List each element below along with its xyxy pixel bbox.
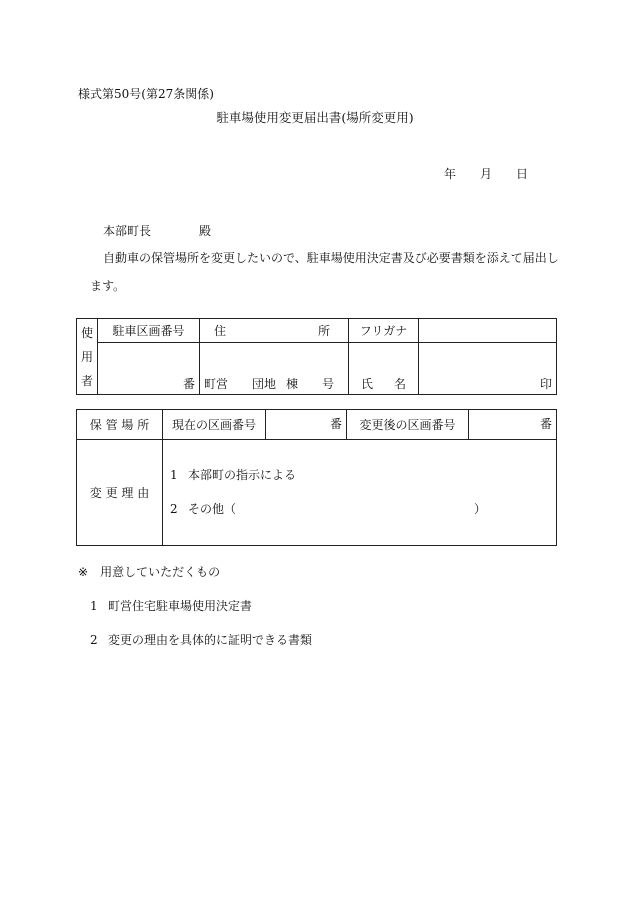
section-number-suffix: 番 <box>182 377 195 391</box>
section-number-header: 駐車区画番号 <box>98 319 200 343</box>
form-number: 様式第50号(第27条関係) <box>78 87 214 101</box>
addressee <box>103 222 211 239</box>
address-header-right: 所 <box>317 324 330 338</box>
body-text-line-1: 自動車の保管場所を変更したいので、駐車場使用決定書及び必要書類を添えて届出し <box>103 251 559 265</box>
user-label-cell <box>77 319 98 395</box>
current-section-suffix: 番 <box>329 417 342 431</box>
change-reason-field[interactable] <box>163 440 557 546</box>
address-part-town: 町営 <box>204 377 229 391</box>
parking-change-table <box>76 409 557 546</box>
new-section-label: 変更後の区画番号 <box>347 410 469 440</box>
furigana-field[interactable] <box>419 319 557 343</box>
note-item-2-number: 2 <box>90 633 98 647</box>
reason-option-2[interactable] <box>170 500 486 517</box>
new-section-suffix: 番 <box>539 417 552 431</box>
address-field[interactable] <box>200 343 349 395</box>
current-section-field[interactable] <box>266 410 347 440</box>
name-field[interactable] <box>419 343 557 395</box>
user-label-char-1: 使 <box>80 325 93 340</box>
note-item-2-text: 変更の理由を具体的に証明できる書類 <box>108 633 313 647</box>
note-item-2 <box>90 631 312 648</box>
date-year: 年 <box>444 167 457 181</box>
date-day: 日 <box>516 167 529 181</box>
address-header-left: 住 <box>214 324 227 338</box>
new-section-field[interactable] <box>469 410 557 440</box>
addressee-honorific: 殿 <box>199 224 212 238</box>
reason-option-1[interactable] <box>170 466 486 483</box>
user-label-char-2: 用 <box>80 349 93 364</box>
note-mark: ※ <box>78 565 89 579</box>
user-info-table <box>76 318 557 395</box>
seal-mark: 印 <box>539 377 552 391</box>
note-item-1-text: 町営住宅駐車場使用決定書 <box>108 599 253 613</box>
notes-heading <box>78 563 220 580</box>
address-part-unit: 号 <box>322 377 335 391</box>
name-label <box>349 343 419 395</box>
reason-option-2-text: その他（ <box>188 502 237 516</box>
furigana-header: フリガナ <box>349 319 419 343</box>
date-month: 月 <box>480 167 493 181</box>
reason-option-2-close: ） <box>474 502 487 516</box>
notes-heading-text: 用意していただくもの <box>100 565 221 579</box>
document-title: 駐車場使用変更届出書(場所変更用) <box>216 110 414 125</box>
address-part-complex: 団地 <box>252 377 277 391</box>
section-number-field[interactable] <box>98 343 200 395</box>
address-header <box>200 319 349 343</box>
reason-option-2-number: 2 <box>170 502 178 516</box>
storage-location-label: 保 管 場 所 <box>77 410 163 440</box>
name-label-left: 氏 <box>361 377 374 391</box>
reason-option-1-text: 本部町の指示による <box>188 468 297 482</box>
reason-option-1-number: 1 <box>170 468 178 482</box>
note-item-1-number: 1 <box>90 599 98 613</box>
address-part-building: 棟 <box>286 377 299 391</box>
body-text-line-2: ます。 <box>90 279 126 293</box>
current-section-label: 現在の区画番号 <box>163 410 266 440</box>
note-item-1 <box>90 597 252 614</box>
change-reason-label: 変 更 理 由 <box>77 440 163 546</box>
user-label-char-3: 者 <box>80 373 93 388</box>
addressee-name: 本部町長 <box>103 224 152 238</box>
date-line <box>444 165 528 182</box>
name-label-right: 名 <box>393 377 406 391</box>
reason-list <box>170 466 486 534</box>
